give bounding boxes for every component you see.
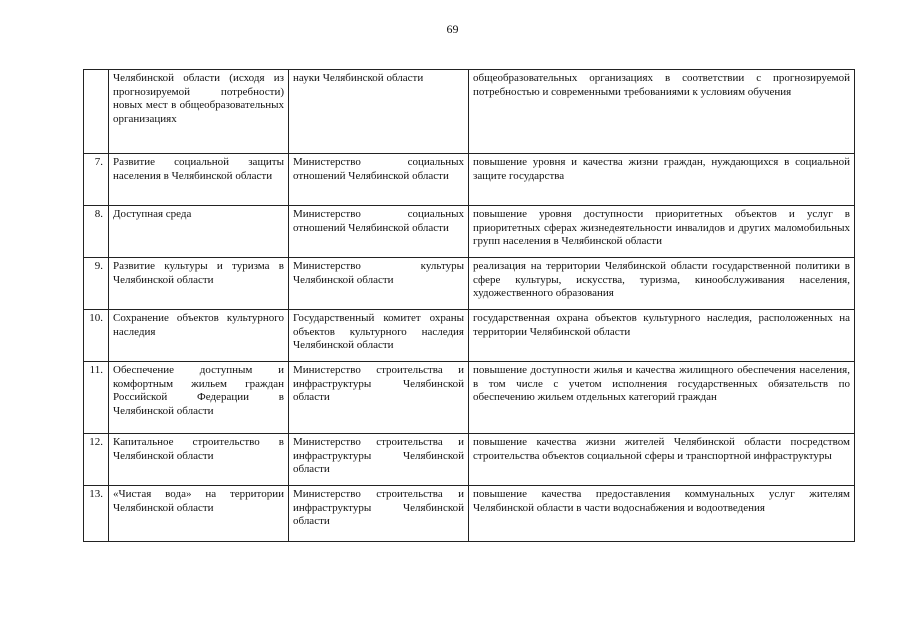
responsible-org-cell: Министерство социальных отношений Челябинской области xyxy=(289,206,469,258)
program-name-cell: Капитальное строительство в Челябинской области xyxy=(109,434,289,486)
responsible-org-cell: Министерство культуры Челябинской области xyxy=(289,258,469,310)
responsible-org-cell: Министерство строительства и инфраструктуры Челябинской области xyxy=(289,486,469,542)
program-name-cell: Челябинской области (исходя из прогнозируемой потребности) новых мест в общеобразовательных организациях xyxy=(109,70,289,154)
program-name-cell: Развитие социальной защиты населения в Челябинской области xyxy=(109,154,289,206)
table-row xyxy=(84,310,855,362)
responsible-org-cell: науки Челябинской области xyxy=(289,70,469,154)
row-number: 11. xyxy=(84,362,109,434)
row-number xyxy=(84,70,109,154)
table-row xyxy=(84,70,855,154)
row-number: 7. xyxy=(84,154,109,206)
responsible-org-cell: Министерство строительства и инфраструктуры Челябинской области xyxy=(289,434,469,486)
program-name-cell: Обеспечение доступным и комфортным жильем граждан Российской Федерации в Челябинской области xyxy=(109,362,289,434)
program-goal-cell: государственная охрана объектов культурного наследия, расположенных на территории Челябинской области xyxy=(469,310,855,362)
table-row xyxy=(84,362,855,434)
table-row xyxy=(84,206,855,258)
row-number: 10. xyxy=(84,310,109,362)
program-goal-cell: повышение доступности жилья и качества жилищного обеспечения населения, в том числе с учетом исполнения государственных обязательств по обеспечению жильем отдельных категорий граждан xyxy=(469,362,855,434)
program-table xyxy=(83,69,855,542)
row-number: 12. xyxy=(84,434,109,486)
program-goal-cell: повышение уровня доступности приоритетных объектов и услуг в приоритетных сферах жизнедеятельности инвалидов и других маломобильных групп населения в Челябинской области xyxy=(469,206,855,258)
table-row xyxy=(84,434,855,486)
program-table-body xyxy=(84,70,855,542)
program-goal-cell: общеобразовательных организациях в соответствии с прогнозируемой потребностью и современными требованиями к условиям обучения xyxy=(469,70,855,154)
page-number: 69 xyxy=(446,22,459,36)
program-goal-cell: реализация на территории Челябинской области государственной политики в сфере культуры, искусства, туризма, кинообслуживания населения, художественного образования xyxy=(469,258,855,310)
program-goal-cell: повышение качества жизни жителей Челябинской области посредством строительства объектов социальной сферы и транспортной инфраструктуры xyxy=(469,434,855,486)
responsible-org-cell: Министерство строительства и инфраструктуры Челябинской области xyxy=(289,362,469,434)
row-number: 13. xyxy=(84,486,109,542)
program-goal-cell: повышение качества предоставления коммунальных услуг жителям Челябинской области в части водоснабжения и водоотведения xyxy=(469,486,855,542)
table-row xyxy=(84,486,855,542)
program-goal-cell: повышение уровня и качества жизни граждан, нуждающихся в социальной защите государства xyxy=(469,154,855,206)
program-name-cell: «Чистая вода» на территории Челябинской области xyxy=(109,486,289,542)
program-name-cell: Развитие культуры и туризма в Челябинской области xyxy=(109,258,289,310)
row-number: 9. xyxy=(84,258,109,310)
responsible-org-cell: Государственный комитет охраны объектов культурного наследия Челябинской области xyxy=(289,310,469,362)
program-name-cell: Сохранение объектов культурного наследия xyxy=(109,310,289,362)
row-number: 8. xyxy=(84,206,109,258)
table-row xyxy=(84,154,855,206)
responsible-org-cell: Министерство социальных отношений Челябинской области xyxy=(289,154,469,206)
table-row xyxy=(84,258,855,310)
program-name-cell: Доступная среда xyxy=(109,206,289,258)
